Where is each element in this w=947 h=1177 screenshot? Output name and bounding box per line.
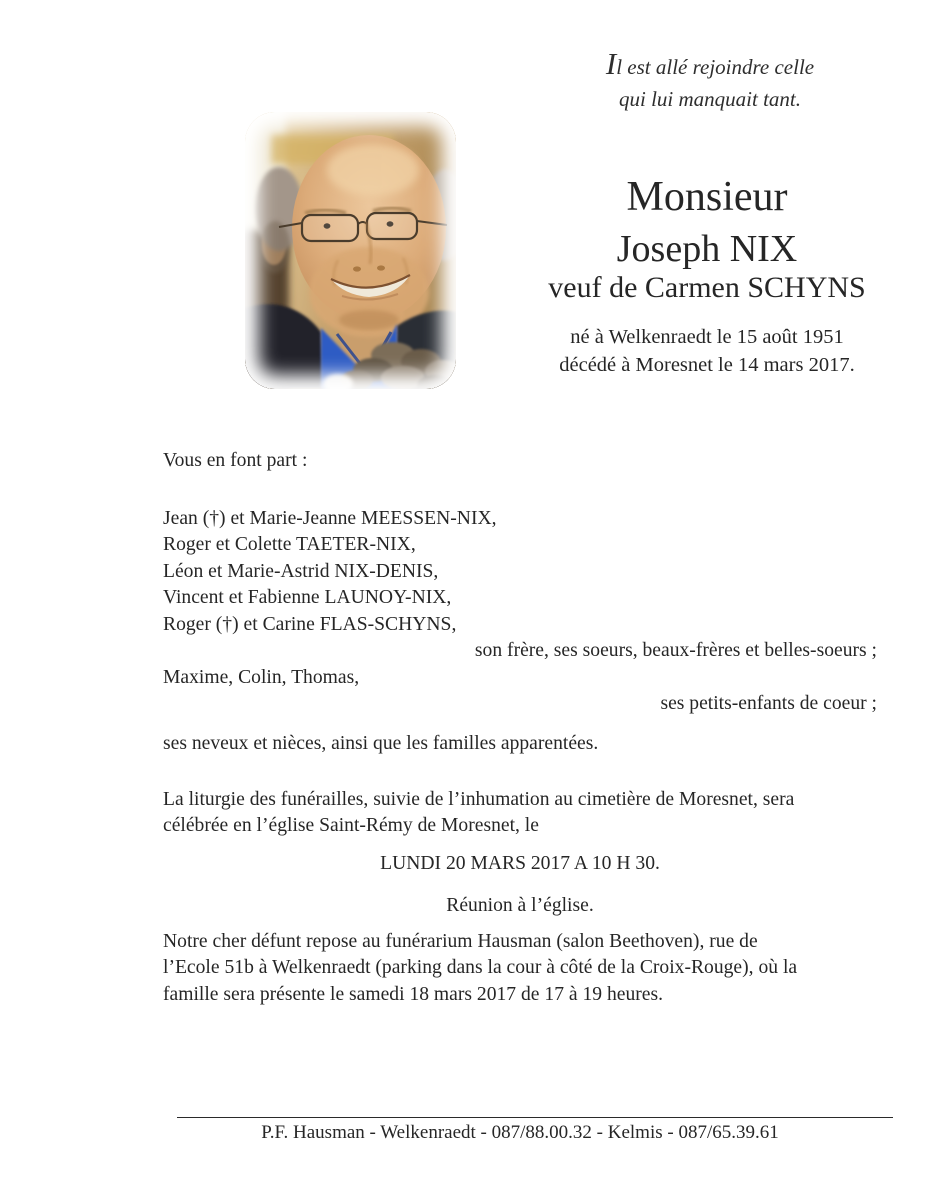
deceased-name: Joseph NIX — [616, 228, 798, 270]
footer-rule — [177, 1117, 893, 1118]
deceased-title: Monsieur — [626, 174, 788, 220]
relatives-line: ses neveux et nièces, ainsi que les familles apparentées. — [163, 733, 599, 754]
family-line: Vincent et Fabienne LAUNOY-NIX, — [163, 587, 452, 608]
repose-paragraph — [163, 929, 877, 1009]
family-line: Roger et Colette TAETER-NIX, — [163, 534, 416, 555]
repose-line-3: famille sera présente le samedi 18 mars 2017 de 17 à 19 heures. — [163, 983, 664, 1005]
footer-contact: P.F. Hausman - Welkenraedt - 087/88.00.32 - Kelmis - 087/65.39.61 — [261, 1122, 779, 1143]
ceremony-datetime: LUNDI 20 MARS 2017 A 10 H 30. — [380, 852, 660, 874]
liturgy-line-1: La liturgie des funérailles, suivie de l’inhumation au cimetière de Moresnet, sera — [163, 788, 795, 810]
birth-line: né à Welkenraedt le 15 août 1951 — [570, 326, 844, 348]
ceremony-meeting: Réunion à l’église. — [446, 895, 594, 916]
family-line: Jean (†) et Marie-Jeanne MEESSEN-NIX, — [163, 507, 497, 529]
repose-line-1: Notre cher défunt repose au funérarium Hausman (salon Beethoven), rue de — [163, 930, 758, 952]
portrait-illustration — [245, 112, 456, 389]
death-line: décédé à Moresnet le 14 mars 2017. — [559, 353, 855, 376]
families-role-line: son frère, ses soeurs, beaux-frères et belles-soeurs ; — [474, 640, 877, 661]
deceased-dates — [470, 324, 944, 379]
liturgy-paragraph — [163, 787, 877, 840]
family-line: Roger (†) et Carine FLAS-SCHYNS, — [163, 613, 457, 635]
liturgy-line-2: célébrée en l’église Saint-Rémy de Moresnet, le — [163, 815, 539, 836]
epigraph — [560, 48, 860, 115]
announcement-body — [163, 448, 877, 1008]
repose-line-2: l’Ecole 51b à Welkenraedt (parking dans la cour à côté de la Croix-Rouge), où la — [163, 957, 798, 978]
epigraph-line-1: Il est allé rejoindre celle — [605, 46, 815, 81]
deceased-relation: veuf de Carmen SCHYNS — [548, 271, 866, 304]
epigraph-line-2: qui lui manquait tant. — [618, 87, 801, 111]
grandchildren-line: Maxime, Colin, Thomas, — [163, 666, 360, 688]
family-line: Léon et Marie-Astrid NIX-DENIS, — [163, 560, 439, 582]
portrait-photo — [245, 112, 456, 389]
intro-line: Vous en font part : — [163, 450, 308, 471]
grandchildren-role-line: ses petits-enfants de coeur ; — [660, 693, 877, 714]
family-list — [163, 506, 877, 639]
